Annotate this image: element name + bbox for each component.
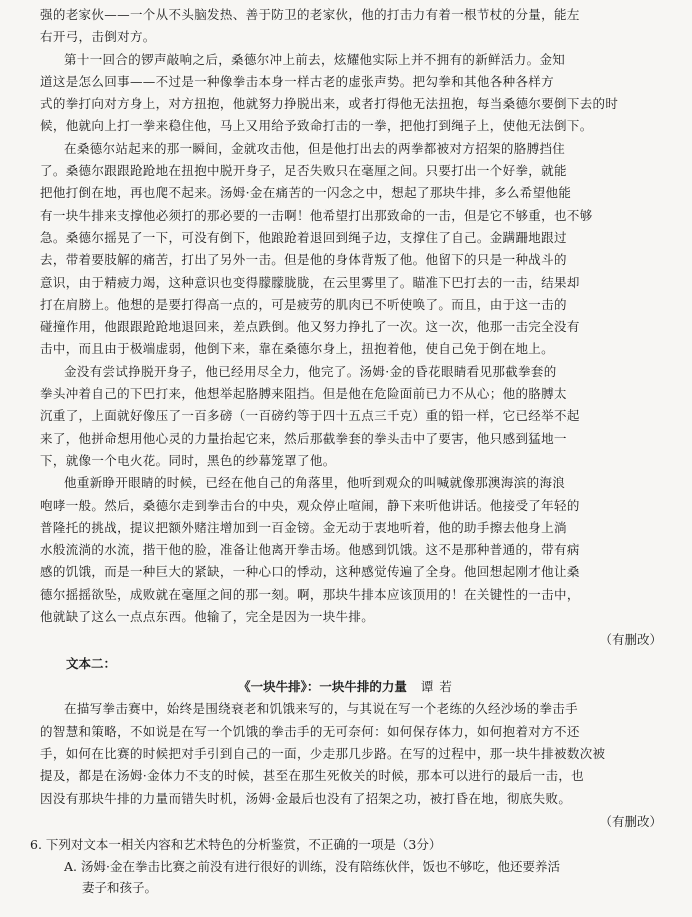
option-a-line2: 妻子和孩子。 xyxy=(82,879,158,895)
text1-line: 击中，而且由于极端虚弱，他倒下来，靠在桑德尔身上，扭抱着他，使自己免于倒在地上。 xyxy=(40,341,555,357)
text1-source-note: （有删改） xyxy=(599,632,662,648)
text1-line: 候，他就向上打一拳来稳住他，马上又用给予致命打击的一拳，把他打到绳子上，使他无法倒下。 xyxy=(40,118,593,134)
text2-title-line xyxy=(40,676,656,698)
text1-line: 道这是怎么回事——不过是一种像拳击本身一样古老的虚张声势。把勾拳和其他各种各样方 xyxy=(40,73,555,89)
text1-line: 普隆托的挑战，提议把额外赌注增加到一百金镑。金无动于衷地听着，他的助手擦去他身上淌 xyxy=(40,519,567,535)
text1-line: 去，带着要肢解的痛苦，打出了另外一击。但是他的身体背叛了他。他留下的只是一种战斗的 xyxy=(40,252,567,268)
text1-paragraph xyxy=(40,361,656,472)
text1-line: 打在肩膀上。他想的是要打得高一点的，可是疲劳的肌肉已不听使唤了。而且，由于这一击的 xyxy=(40,296,567,312)
text1-line: 有一块牛排来支撑他必须打的那必要的一击啊！他希望打出那致命的一击，但是它不够重，也不够 xyxy=(40,207,593,223)
text2-label: 文本二： xyxy=(66,656,117,672)
text2-title: 《一块牛排》：一块牛排的力量 xyxy=(238,679,407,695)
text1-line: 急。桑德尔摇晃了一下，可没有倒下，他踉跄着退回到绳子边，支撑住了自己。金蹒跚地跟过 xyxy=(40,229,567,245)
text1-paragraph xyxy=(40,138,656,361)
text2-line: 手，如何在比赛的时候把对手引到自己的一面，少走那几步路。在写的过程中，那一块牛排被数次被 xyxy=(40,745,606,761)
text1-paragraph xyxy=(40,4,656,49)
text1-body xyxy=(40,4,656,628)
text2-line: 的智慧和策略，不如说是在写一个饥饿的拳击手的无可奈何：如何保存体力，如何抱着对方不还 xyxy=(40,723,580,739)
text1-line: 碰撞作用，他跟跟跄跄地退回来，差点跌倒。他又努力挣扎了一次。这一次，他那一击完全没有 xyxy=(40,319,580,335)
text1-line: 他就缺了这么一点点东西。他输了，完全是因为一块牛排。 xyxy=(40,609,375,625)
text1-line: 咆哮一般。然后，桑德尔走到拳击台的中央，观众停止喧闹，静下来听他讲话。他接受了年轻的 xyxy=(40,497,580,513)
text2-source-note: （有删改） xyxy=(599,813,662,829)
text1-line: 下，就像一个电火花。同时，黑色的纱幕笼罩了他。 xyxy=(40,452,336,468)
text1-line: 感的饥饿，而是一种巨大的紧缺，一种心口的悸动，这种感觉传遍了全身。他回想起刚才他让桑 xyxy=(40,564,580,580)
text2-body xyxy=(40,698,656,809)
text2-line: 提及，都是在汤姆·金体力不支的时候，甚至在那生死攸关的时候，那本可以进行的最后一击，也 xyxy=(40,768,585,784)
text1-line: 式的拳打向对方身上，对方扭抱，他就努力挣脱出来，或者打得他无法扭抱，每当桑德尔要倒下去的时 xyxy=(40,96,619,112)
text1-line: 第十一回合的锣声敲响之后，桑德尔冲上前去，炫耀他实际上并不拥有的新鲜活力。金知 xyxy=(64,51,566,67)
text1-line: 来了，他拼命想用他心灵的力量抬起它来，然后那截拳套的拳头击中了要害，他只感到猛地一 xyxy=(40,430,567,446)
text1-line: 了。桑德尔跟跟跄跄地在扭抱中脱开身子，足否失败只在毫厘之间。只要打出一个好拳，就能 xyxy=(40,163,567,179)
text2-line: 在描写拳击赛中，始终是围绕衰老和饥饿来写的，与其说在写一个老练的久经沙场的拳击手 xyxy=(64,701,579,717)
text1-line: 右开弓，击倒对方。 xyxy=(40,29,156,45)
text1-line: 金没有尝试挣脱开身子，他已经用尽全力，他完了。汤姆·金的昏花眼睛看见那截拳套的 xyxy=(64,363,557,379)
text1-line: 水般流淌的水流，揩干他的脸，准备让他离开拳击场。他感到饥饿。这不是那种普通的，带有病 xyxy=(40,542,580,558)
text1-line: 沉重了，上面就好像压了一百多磅（一百磅约等于四十五点三千克）重的铅一样，它已经举不起 xyxy=(40,408,580,424)
text1-line: 他重新睁开眼睛的时候，已经在他自己的角落里，他听到观众的叫喊就像那澳海滨的海浪 xyxy=(64,475,566,491)
text1-line: 意识，由于精疲力竭，这种意识也变得朦朦胧胧，在云里雾里了。瞄准下巴打去的一击，结果却 xyxy=(40,274,580,290)
text1-paragraph xyxy=(40,49,656,138)
option-a-line1: A. 汤姆·金在拳击比赛之前没有进行很好的训练，没有陪练伙伴，饭也不够吃，他还要养活 xyxy=(64,858,560,874)
text1-paragraph xyxy=(40,472,656,628)
text1-line: 强的老家伙——一个从不头脑发热、善于防卫的老家伙，他的打击力有着一根节杖的分量，能左 xyxy=(40,7,580,22)
text2-line: 因没有那块牛排的力量而错失时机，汤姆·金最后也没有了招架之功，被打昏在地，彻底失败。 xyxy=(40,790,572,806)
text1-line: 拳头冲着自己的下巴打来，他想举起胳膊来阻挡。但是他在危险面前已力不从心；他的胳膊太 xyxy=(40,386,567,402)
text1-line: 在桑德尔站起来的那一瞬间，金就攻击他，但是他打出去的两拳都被对方招架的胳膊挡住 xyxy=(64,140,566,156)
text1-line: 把他打倒在地，再也爬不起来。汤姆·金在痛苦的一闪念之中，想起了那块牛排，多么希望他能 xyxy=(40,185,572,201)
question-6-stem: 6. 下列对文本一相关内容和艺术特色的分析鉴赏，不正确的一项是（3分） xyxy=(30,836,442,852)
text1-line: 德尔摇摇欲坠，成败就在毫厘之间的那一刻。啊，那块牛排本应该顶用的！在关键性的一击中， xyxy=(40,586,580,602)
text2-author: 谭若 xyxy=(420,679,458,695)
